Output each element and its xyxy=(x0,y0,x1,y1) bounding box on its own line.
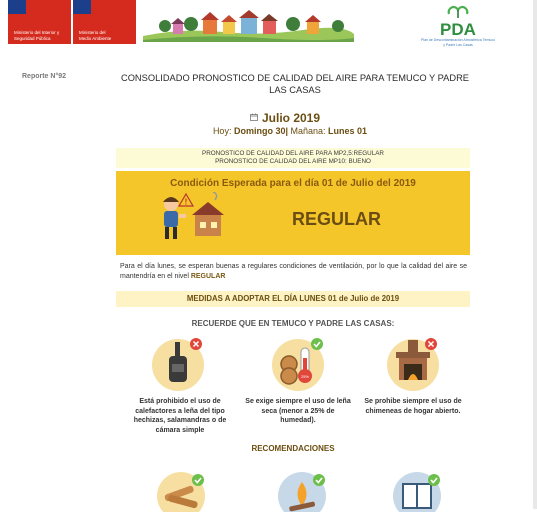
dates-line xyxy=(160,126,420,136)
fireplace-prohibited-icon xyxy=(382,334,444,396)
description-level: REGULAR xyxy=(190,273,226,280)
condition-level: REGULAR xyxy=(292,209,381,229)
campfire-icon xyxy=(271,466,333,512)
today-label: Hoy: xyxy=(212,126,234,136)
pda-subtitle: Plan de Descontaminación Atmosférica Temuco y Padre Las Casas xyxy=(420,38,496,47)
town-illustration xyxy=(143,6,354,42)
measures-title: MEDIDAS A ADOPTAR EL DÍA LUNES 01 de Julio de 2019 xyxy=(186,294,400,303)
report-number: Reporte N°92 xyxy=(22,73,67,80)
report-month: Julio 2019 xyxy=(262,111,321,125)
flag-blue-square xyxy=(73,0,91,14)
government-logo xyxy=(8,0,136,44)
forecast-mp25: PRONOSTICO DE CALIDAD DEL AIRE PARA MP2,5:REGULAR xyxy=(202,150,384,157)
ministry-environment-text: Ministerio del Medio Ambiente xyxy=(79,30,112,41)
forecast-mp10: PRONOSTICO DE CALIDAD DEL AIRE MP10: BUENO xyxy=(215,158,371,165)
description-text: Para el día lunes, se esperan buenas a regulares condiciones de ventilación, por lo que la calidad del aire se mantendría en el nivel xyxy=(120,263,467,280)
pda-logo-text: PDA xyxy=(440,20,476,39)
ministry-interior-block xyxy=(8,0,71,44)
rule-text-stove: Está prohibido el uso de calefactores a leña del tipo hechizas, salamandras o de cámara simple xyxy=(133,398,227,434)
ministry-interior-text: Ministerio del Interior y Seguridad Pública xyxy=(14,30,60,41)
flag-blue-square xyxy=(8,0,26,14)
dry-wood-thermometer-icon xyxy=(267,334,329,396)
window-ventilation-icon xyxy=(386,466,448,512)
stove-prohibited-icon xyxy=(147,334,209,396)
page-edge xyxy=(533,0,537,509)
calendar-icon xyxy=(250,113,258,121)
today-value: Domingo 30 xyxy=(233,126,286,136)
condition-title: Condición Esperada para el día 01 de Julio del 2019 xyxy=(170,178,416,189)
woman-house-warning-illustration xyxy=(155,192,229,244)
thermometer-label: 25% xyxy=(300,374,310,379)
ministry-environment-block xyxy=(73,0,136,44)
firewood-icon xyxy=(150,466,212,512)
recommendations-title: RECOMENDACIONES xyxy=(251,444,335,453)
rule-text-dry-wood: Se exige siempre el uso de leña seca (menor a 25% de humedad). xyxy=(245,398,351,424)
forecast-description xyxy=(120,262,467,282)
measures-subtitle: RECUERDE QUE EN TEMUCO Y PADRE LAS CASAS: xyxy=(191,319,395,328)
tomorrow-label: Mañana: xyxy=(290,126,329,136)
tomorrow-value: Lunes 01 xyxy=(328,126,368,136)
rule-text-fireplace: Se prohibe siempre el uso de chimeneas de hogar abierto. xyxy=(364,398,462,415)
svg-text:!: ! xyxy=(184,197,188,207)
report-title: CONSOLIDADO PRONOSTICO DE CALIDAD DEL AIRE PARA TEMUCO Y PADRE LAS CASAS xyxy=(120,73,470,95)
date-separator: | xyxy=(285,126,291,136)
